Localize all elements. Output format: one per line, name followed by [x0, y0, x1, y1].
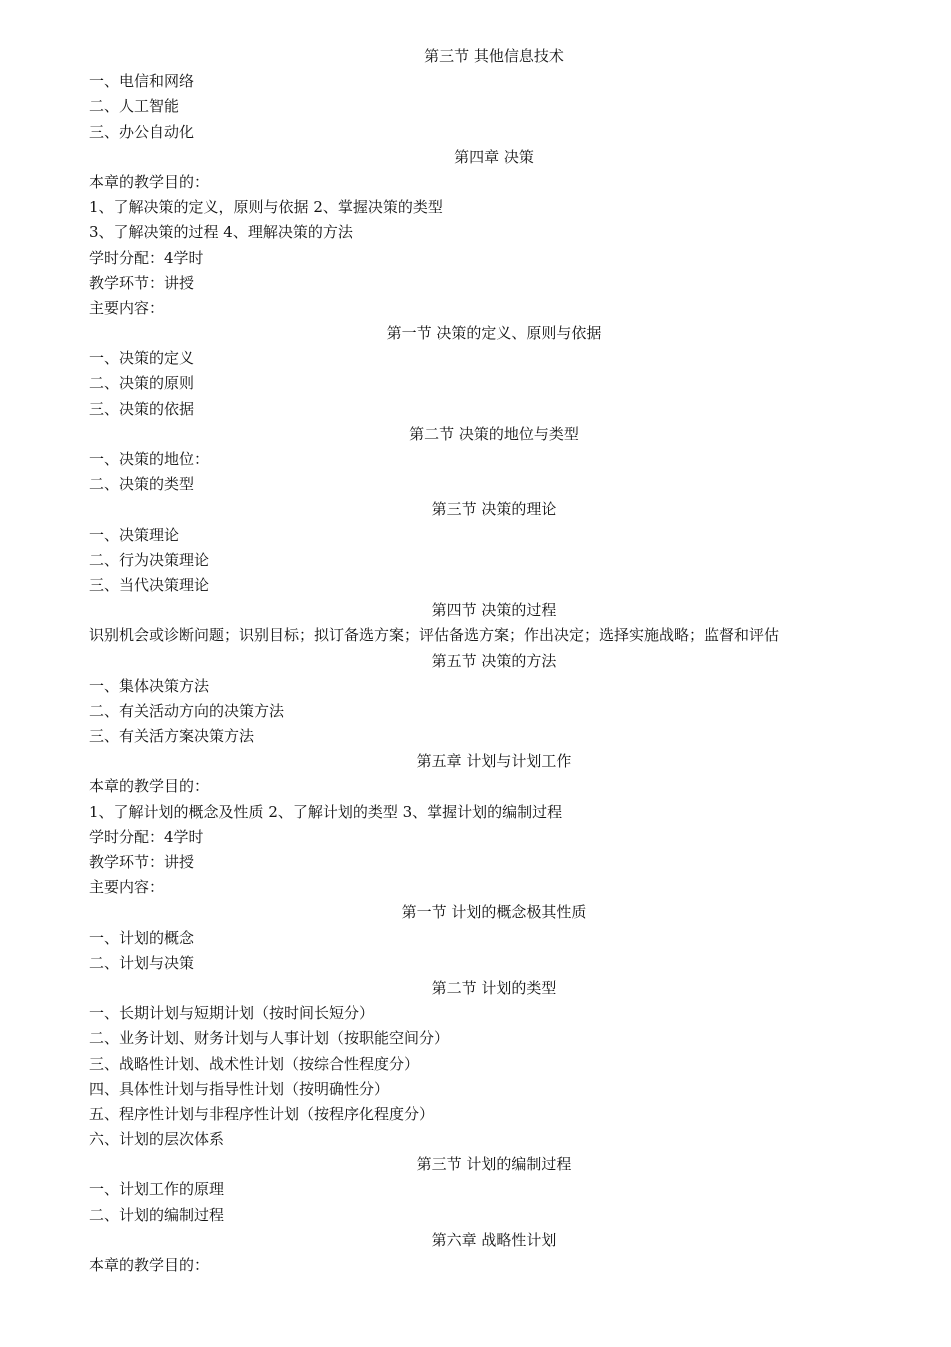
text-line: 二、业务计划、财务计划与人事计划（按职能空间分）	[89, 1029, 450, 1048]
text-line: 一、计划工作的原理	[89, 1180, 225, 1199]
text-line: 一、集体决策方法	[89, 676, 210, 695]
section-heading: 第五节 决策的方法	[431, 651, 557, 670]
text-line: 一、决策理论	[89, 525, 180, 544]
section-heading: 第三节 计划的编制过程	[416, 1155, 572, 1174]
text-line: 六、计划的层次体系	[89, 1130, 225, 1149]
section-heading: 第二节 计划的类型	[431, 978, 557, 997]
text-line: 一、决策的地位：	[89, 450, 210, 468]
text-line: 二、人工智能	[89, 97, 180, 116]
section-heading: 第一节 决策的定义、原则与依据	[386, 324, 602, 343]
text-line: 一、决策的定义	[89, 349, 195, 368]
text-line: 二、计划的编制过程	[89, 1205, 225, 1224]
section-heading: 第一节 计划的概念极其性质	[401, 903, 587, 922]
text-line: 识别机会或诊断问题；识别目标；拟订备选方案；评估备选方案；作出决定；选择实施战略；监督和评估	[89, 626, 780, 645]
text-line: 三、有关活方案决策方法	[89, 727, 255, 746]
text-line: 三、当代决策理论	[89, 575, 210, 594]
text-line: 教学环节：讲授	[89, 853, 195, 871]
text-line: 三、战略性计划、战术性计划（按综合性程度分）	[89, 1054, 420, 1073]
text-line: 主要内容：	[89, 878, 165, 897]
text-line: 二、有关活动方向的决策方法	[89, 701, 285, 720]
section-heading: 第四节 决策的过程	[431, 601, 557, 620]
text-line: 一、电信和网络	[89, 72, 195, 91]
section-heading: 第三节 决策的理论	[431, 500, 557, 519]
text-line: 学时分配：4学时	[89, 827, 204, 846]
text-line: 学时分配：4学时	[89, 248, 204, 267]
text-line: 二、计划与决策	[89, 953, 195, 972]
section-heading: 第三节 其他信息技术	[424, 47, 564, 65]
text-line: 教学环节：讲授	[89, 273, 195, 292]
text-line: 主要内容：	[89, 298, 165, 317]
text-line: 五、程序性计划与非程序性计划（按程序化程度分）	[89, 1104, 435, 1123]
text-line: 三、决策的依据	[89, 399, 195, 418]
text-line: 本章的教学目的：	[89, 1256, 210, 1274]
document-page	[89, 44, 899, 1278]
text-line: 二、决策的类型	[89, 475, 195, 494]
section-heading: 第五章 计划与计划工作	[416, 752, 572, 771]
text-line: 本章的教学目的：	[89, 777, 210, 796]
section-heading: 第六章 战略性计划	[431, 1230, 557, 1249]
text-line: 一、计划的概念	[89, 928, 195, 947]
text-line: 本章的教学目的：	[89, 172, 210, 191]
section-heading: 第二节 决策的地位与类型	[409, 424, 579, 443]
text-line: 二、决策的原则	[89, 374, 195, 393]
text-line: 1、了解计划的概念及性质 2、了解计划的类型 3、掌握计划的编制过程	[89, 802, 563, 821]
text-line: 三、办公自动化	[89, 122, 195, 141]
text-line: 一、长期计划与短期计划（按时间长短分）	[89, 1004, 375, 1023]
text-line: 二、行为决策理论	[89, 550, 210, 569]
text-line: 1、了解决策的定义，原则与依据 2、掌握决策的类型	[89, 198, 443, 217]
section-heading: 第四章 决策	[454, 147, 534, 166]
text-line: 四、具体性计划与指导性计划（按明确性分）	[89, 1079, 390, 1098]
text-line: 3、了解决策的过程 4、理解决策的方法	[89, 223, 353, 242]
